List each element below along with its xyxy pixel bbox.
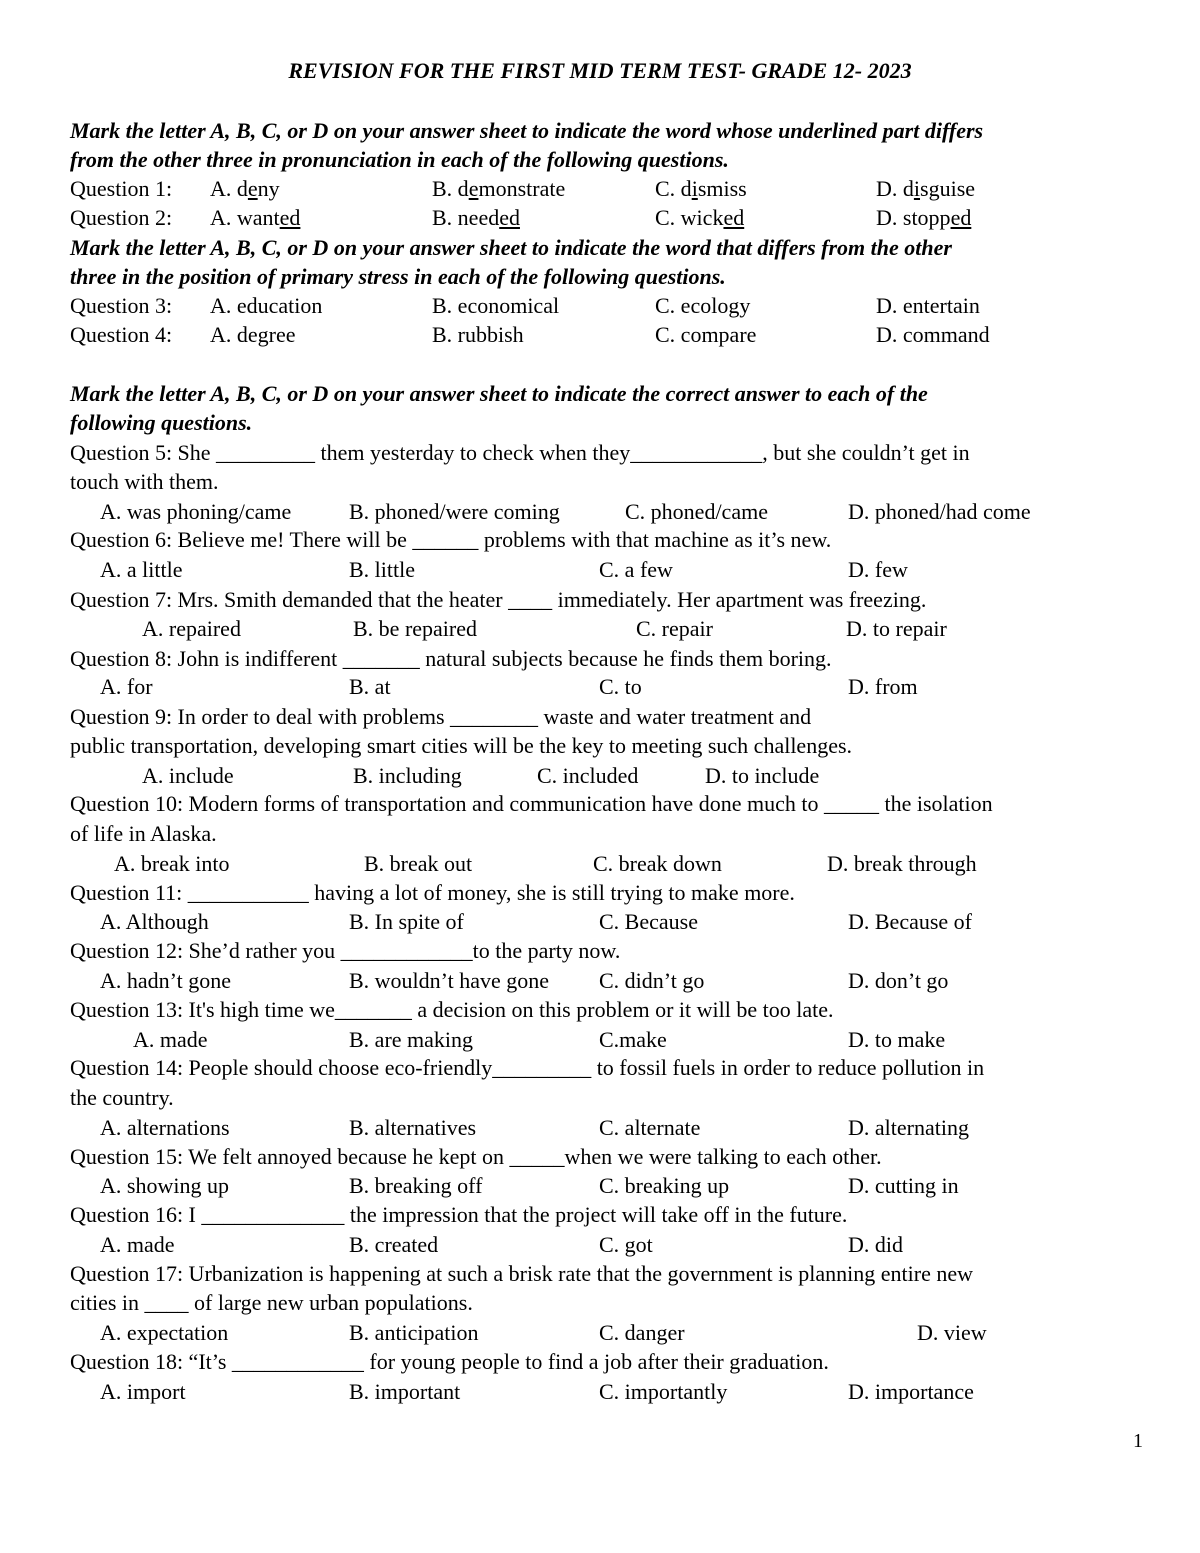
question-16-option-c[interactable]: C. got	[599, 1232, 653, 1257]
question-8-option-b[interactable]: B. at	[349, 674, 391, 699]
instruction-pronunciation-line2: from the other three in pronunciation in each of the following questions.	[70, 147, 729, 172]
question-10-option-c[interactable]: C. break down	[593, 851, 722, 876]
question-6-option-a[interactable]: A. a little	[100, 557, 183, 582]
question-2-option-d[interactable]: D. stopped	[876, 205, 972, 230]
question-14-option-b[interactable]: B. alternatives	[349, 1115, 477, 1140]
question-11-option-c[interactable]: C. Because	[599, 909, 698, 934]
question-11-option-b[interactable]: B. In spite of	[349, 909, 464, 934]
question-17-option-b[interactable]: B. anticipation	[349, 1320, 479, 1345]
question-3-option-a[interactable]: A. education	[210, 293, 323, 318]
question-15-option-d[interactable]: D. cutting in	[848, 1173, 959, 1198]
question-9-option-d[interactable]: D. to include	[705, 763, 820, 788]
question-12-stem: Question 12: She’d rather you ____________to the party now.	[70, 938, 621, 963]
question-6-option-d[interactable]: D. few	[848, 557, 908, 582]
question-18-stem: Question 18: “It’s ____________ for young people to find a job after their graduation.	[70, 1349, 829, 1374]
document-title: REVISION FOR THE FIRST MID TERM TEST- GRADE 12- 2023	[288, 58, 912, 83]
question-8-stem: Question 8: John is indifferent _______ natural subjects because he finds them boring.	[70, 646, 832, 671]
question-8-option-a[interactable]: A. for	[100, 674, 153, 699]
question-5-option-d[interactable]: D. phoned/had come	[848, 499, 1031, 524]
question-17-stem-cont: cities in ____ of large new urban populations.	[70, 1290, 473, 1315]
question-11-option-d[interactable]: D. Because of	[848, 909, 973, 934]
question-4-label: Question 4:	[70, 322, 173, 347]
question-8-option-d[interactable]: D. from	[848, 674, 918, 699]
question-16-option-a[interactable]: A. made	[100, 1232, 175, 1257]
question-7-option-d[interactable]: D. to repair	[846, 616, 947, 641]
question-11-stem: Question 11: ___________ having a lot of money, she is still trying to make more.	[70, 880, 795, 905]
question-18-option-c[interactable]: C. importantly	[599, 1379, 728, 1404]
question-4-option-b[interactable]: B. rubbish	[432, 322, 524, 347]
question-2-option-a[interactable]: A. wanted	[210, 205, 301, 230]
question-18-option-d[interactable]: D. importance	[848, 1379, 974, 1404]
question-3-option-b[interactable]: B. economical	[432, 293, 560, 318]
question-1-option-d[interactable]: D. disguise	[876, 176, 976, 201]
question-16-stem: Question 16: I _____________ the impression that the project will take off in the future.	[70, 1202, 848, 1227]
question-13-option-a[interactable]: A. made	[133, 1027, 208, 1052]
question-10-option-a[interactable]: A. break into	[114, 851, 230, 876]
question-7-option-b[interactable]: B. be repaired	[353, 616, 477, 641]
question-11-option-a[interactable]: A. Although	[100, 909, 209, 934]
question-17-option-c[interactable]: C. danger	[599, 1320, 685, 1345]
question-9-option-c[interactable]: C. included	[537, 763, 639, 788]
question-18-option-a[interactable]: A. import	[100, 1379, 186, 1404]
question-17-option-a[interactable]: A. expectation	[100, 1320, 229, 1345]
question-1-option-a[interactable]: A. deny	[210, 176, 280, 201]
question-9-option-a[interactable]: A. include	[142, 763, 234, 788]
question-9-option-b[interactable]: B. including	[353, 763, 462, 788]
question-4-option-d[interactable]: D. command	[876, 322, 990, 347]
question-13-stem: Question 13: It's high time we_______ a decision on this problem or it will be too late.	[70, 997, 834, 1022]
question-15-stem: Question 15: We felt annoyed because he kept on _____when we were talking to each other.	[70, 1144, 882, 1169]
question-14-option-c[interactable]: C. alternate	[599, 1115, 701, 1140]
question-16-option-d[interactable]: D. did	[848, 1232, 903, 1257]
question-8-option-c[interactable]: C. to	[599, 674, 642, 699]
question-3-option-c[interactable]: C. ecology	[655, 293, 751, 318]
question-9-stem: Question 9: In order to deal with problems ________ waste and water treatment and	[70, 704, 812, 729]
question-10-option-d[interactable]: D. break through	[827, 851, 977, 876]
question-4-option-c[interactable]: C. compare	[655, 322, 757, 347]
question-10-stem: Question 10: Modern forms of transportation and communication have done much to _____ the isolation	[70, 791, 993, 816]
instruction-stress-line1: Mark the letter A, B, C, or D on your answer sheet to indicate the word that differs from the other	[70, 235, 952, 260]
question-1-option-b[interactable]: B. demonstrate	[432, 176, 566, 201]
instruction-pronunciation-line1: Mark the letter A, B, C, or D on your answer sheet to indicate the word whose underlined part differs	[70, 118, 984, 143]
instruction-stress-line2: three in the position of primary stress in each of the following questions.	[70, 264, 726, 289]
question-2-option-b[interactable]: B. needed	[432, 205, 520, 230]
question-3-label: Question 3:	[70, 293, 173, 318]
question-1-label: Question 1:	[70, 176, 173, 201]
instruction-correct-line1: Mark the letter A, B, C, or D on your answer sheet to indicate the correct answer to each of the	[70, 381, 928, 406]
question-6-option-b[interactable]: B. little	[349, 557, 415, 582]
question-13-option-c[interactable]: C.make	[599, 1027, 667, 1052]
question-4-option-a[interactable]: A. degree	[210, 322, 296, 347]
question-14-stem: Question 14: People should choose eco-friendly_________ to fossil fuels in order to reduce pollution in	[70, 1055, 985, 1080]
question-14-option-d[interactable]: D. alternating	[848, 1115, 969, 1140]
question-5-stem-cont: touch with them.	[70, 469, 219, 494]
question-15-option-c[interactable]: C. breaking up	[599, 1173, 730, 1198]
question-15-option-b[interactable]: B. breaking off	[349, 1173, 483, 1198]
question-2-label: Question 2:	[70, 205, 173, 230]
question-5-option-c[interactable]: C. phoned/came	[625, 499, 768, 524]
question-7-stem: Question 7: Mrs. Smith demanded that the heater ____ immediately. Her apartment was freezing.	[70, 587, 927, 612]
question-17-option-d[interactable]: D. view	[917, 1320, 987, 1345]
question-3-option-d[interactable]: D. entertain	[876, 293, 980, 318]
question-13-option-b[interactable]: B. are making	[349, 1027, 474, 1052]
page-number: 1	[1133, 1430, 1143, 1452]
question-9-stem-cont: public transportation, developing smart cities will be the key to meeting such challenges.	[70, 733, 853, 758]
question-14-stem-cont: the country.	[70, 1085, 174, 1110]
question-6-stem: Question 6: Believe me! There will be ______ problems with that machine as it’s new.	[70, 527, 832, 552]
question-7-option-c[interactable]: C. repair	[636, 616, 713, 641]
question-10-option-b[interactable]: B. break out	[364, 851, 473, 876]
question-18-option-b[interactable]: B. important	[349, 1379, 461, 1404]
question-12-option-b[interactable]: B. wouldn’t have gone	[349, 968, 550, 993]
instruction-correct-line2: following questions.	[70, 410, 253, 435]
question-1-option-c[interactable]: C. dismiss	[655, 176, 747, 201]
question-6-option-c[interactable]: C. a few	[599, 557, 673, 582]
question-16-option-b[interactable]: B. created	[349, 1232, 439, 1257]
question-5-option-a[interactable]: A. was phoning/came	[100, 499, 292, 524]
question-14-option-a[interactable]: A. alternations	[100, 1115, 230, 1140]
question-7-option-a[interactable]: A. repaired	[142, 616, 241, 641]
question-12-option-d[interactable]: D. don’t go	[848, 968, 949, 993]
question-5-option-b[interactable]: B. phoned/were coming	[349, 499, 560, 524]
question-5-stem: Question 5: She _________ them yesterday to check when they____________, but she couldn’t get in	[70, 440, 970, 465]
question-12-option-c[interactable]: C. didn’t go	[599, 968, 705, 993]
question-17-stem: Question 17: Urbanization is happening at such a brisk rate that the government is planning entire new	[70, 1261, 973, 1286]
question-13-option-d[interactable]: D. to make	[848, 1027, 946, 1052]
question-2-option-c[interactable]: C. wicked	[655, 205, 745, 230]
question-12-option-a[interactable]: A. hadn’t gone	[100, 968, 231, 993]
question-10-stem-cont: of life in Alaska.	[70, 821, 217, 846]
question-15-option-a[interactable]: A. showing up	[100, 1173, 229, 1198]
